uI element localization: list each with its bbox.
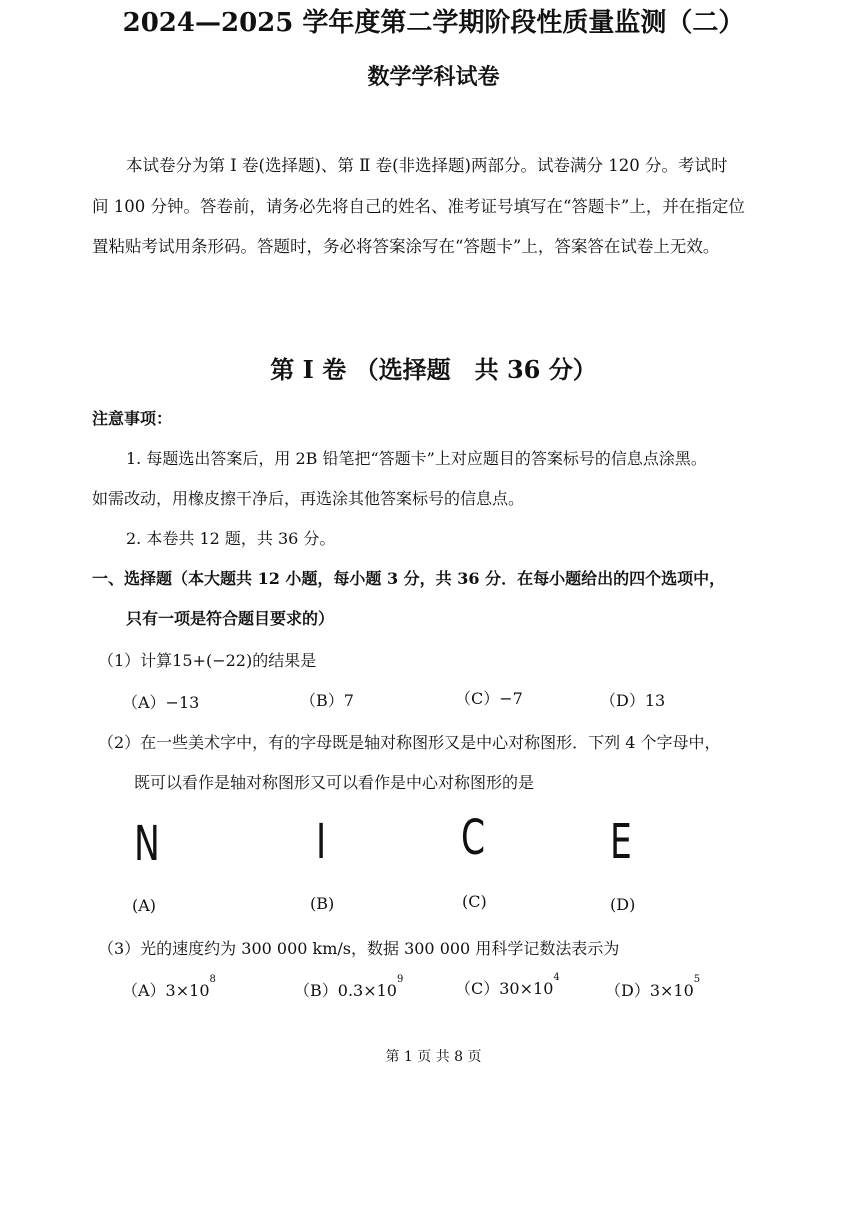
notice-heading: 注意事项： — [92, 409, 173, 428]
notice-item-2: 2. 本卷共 12 题，共 36 分。 — [126, 529, 336, 548]
q1-option-b: （B）7 — [300, 691, 354, 710]
part1-instruction-line-1: 一、选择题（本大题共 12 小题，每小题 3 分，共 36 分．在每小题给出的四个选项中， — [92, 569, 726, 588]
q2-letter-i: I — [316, 814, 327, 870]
intro-line-1: 本试卷分为第 Ⅰ 卷(选择题)、第 Ⅱ 卷(非选择题)两部分。试卷满分 120 分。考试时 — [126, 156, 728, 175]
q2-stem-line-2: 既可以看作是轴对称图形又可以看作是中心对称图形的是 — [134, 773, 535, 792]
q2-option-a: (A) — [132, 896, 157, 915]
notice-item-1-line-2: 如需改动，用橡皮擦干净后，再选涂其他答案标号的信息点。 — [92, 489, 525, 508]
intro-line-3: 置粘贴考试用条形码。答题时，务必将答案涂写在“答题卡”上，答案答在试卷上无效。 — [92, 237, 720, 256]
notice-item-1-line-1: 1. 每题选出答案后，用 2B 铅笔把“答题卡”上对应题目的答案标号的信息点涂黑。 — [126, 449, 707, 468]
exam-title: 2024—2025 学年度第二学期阶段性质量监测（二） — [122, 8, 745, 38]
q3-option-c: $(C)30\times 10^4$ — [455, 972, 560, 998]
q2-option-d: (D) — [610, 895, 636, 914]
q1-option-d: （D）13 — [600, 691, 666, 710]
q3-option-b: $(B)0.3\times 10^9$ — [294, 974, 404, 1000]
q1-option-a: （A）−13 — [122, 693, 200, 712]
intro-line-2: 间 100 分钟。答卷前，请务必先将自己的姓名、准考证号填写在“答题卡”上，并在指定位 — [92, 197, 745, 216]
part1-instruction-line-2: 只有一项是符合题目要求的） — [126, 609, 335, 628]
q3-stem: （3）光的速度约为 300 000 km/s，数据 300 000 用科学记数法表示为 — [98, 939, 620, 958]
q2-option-c: (C) — [462, 892, 487, 911]
q2-stem-line-1: （2）在一些美术字中，有的字母既是轴对称图形又是中心对称图形．下列 4 个字母中， — [98, 733, 721, 752]
page-footer: 第 1 页 共 8 页 — [385, 1049, 482, 1065]
q3-option-a: $(A)3\times 10^8$ — [122, 974, 216, 1000]
q2-option-b: (B) — [310, 894, 335, 913]
q3-option-d: $(D)3\times 10^5$ — [605, 974, 701, 1000]
q2-letter-n: N — [134, 816, 160, 872]
q2-letter-c: C — [461, 810, 486, 866]
q1-option-c: （C）−7 — [455, 689, 523, 708]
section-title: 第 Ⅰ 卷 （选择题 共 36 分） — [270, 355, 597, 384]
exam-subtitle: 数学学科试卷 — [367, 64, 500, 90]
q1-stem: （1）计算15+(−22)的结果是 — [98, 651, 317, 670]
q2-letter-e: E — [610, 814, 632, 870]
